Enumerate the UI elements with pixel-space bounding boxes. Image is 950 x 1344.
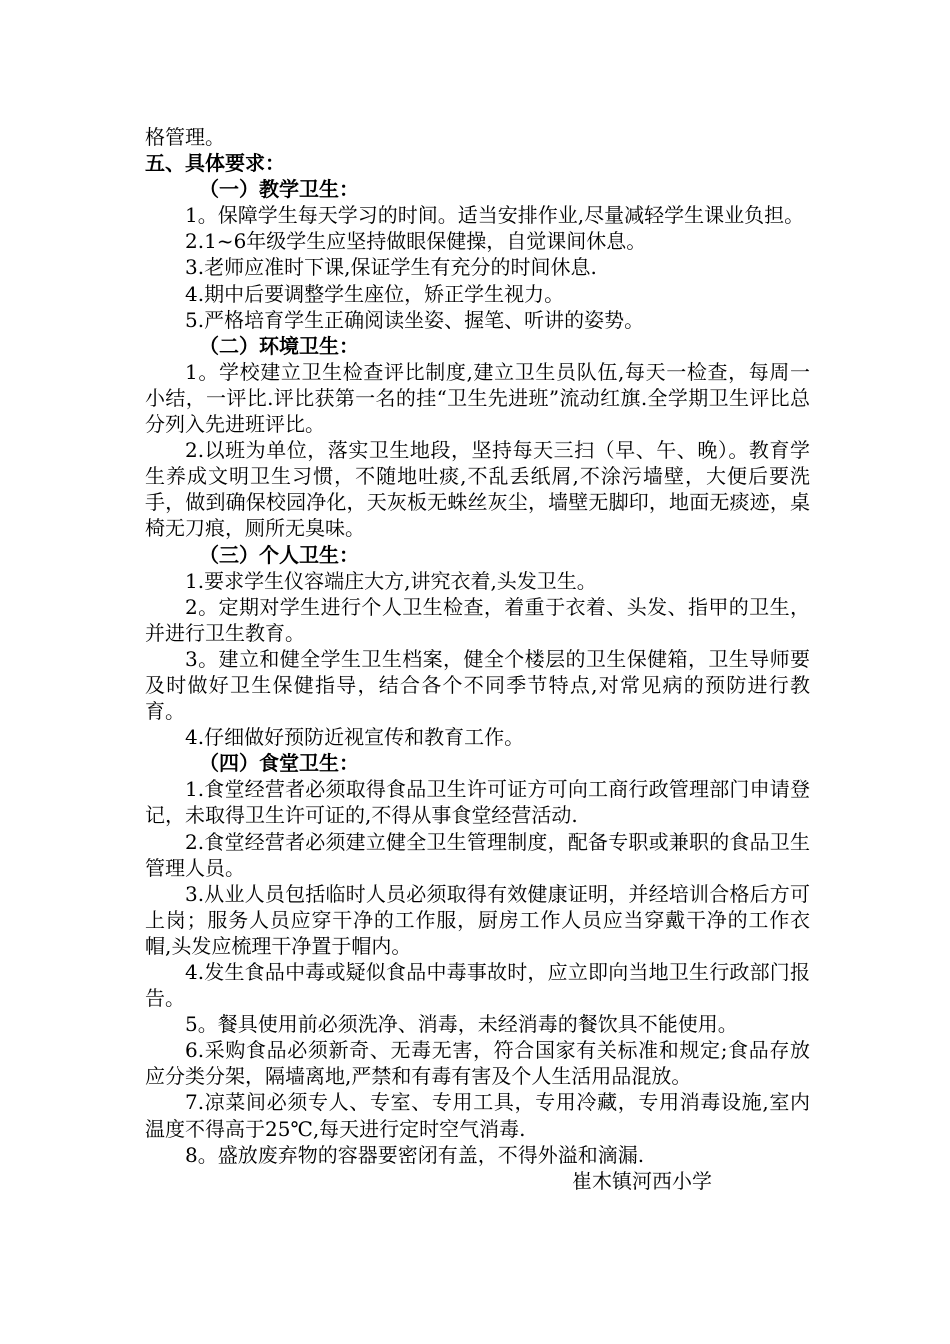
list-item: 3。建立和健全学生卫生档案，健全个楼层的卫生保健箱，卫生导师要及时做好卫生保健指导，结合各个不同季节特点,对常见病的预防进行教育。 [145,646,810,724]
list-item: 5。餐具使用前必须洗净、消毒，未经消毒的餐饮具不能使用。 [185,1012,738,1037]
list-item: 1。学校建立卫生检查评比制度,建立卫生员队伍,每天一检查，每周一小结，一评比.评比获第一名的挂“卫生先进班”流动红旗.全学期卫生评比总分列入先进班评比。 [145,359,810,437]
section-heading-personal: （三）个人卫生： [199,542,359,567]
list-item: 1。保障学生每天学习的时间。适当安排作业,尽量减轻学生课业负担。 [185,203,805,228]
list-item: 1.要求学生仪容端庄大方,讲究衣着,头发卫生。 [185,568,597,593]
list-item: 8。盛放废弃物的容器要密闭有盖，不得外溢和滴漏. [185,1142,645,1167]
list-item: 4.仔细做好预防近视宣传和教育工作。 [185,725,525,750]
list-item: 3.老师应准时下课,保证学生有充分的时间休息. [185,255,597,280]
list-item: 1.食堂经营者必须取得食品卫生许可证方可向工商行政管理部门申请登记，未取得卫生许可证的,不得从事食堂经营活动. [145,777,810,828]
list-item: 7.凉菜间必须专人、专室、专用工具，专用冷藏，专用消毒设施,室内温度不得高于25℃,每天进行定时空气消毒. [145,1090,810,1141]
list-item: 2.食堂经营者必须建立健全卫生管理制度，配备专职或兼职的食品卫生管理人员。 [145,829,810,880]
list-item: 5.严格培育学生正确阅读坐姿、握笔、听讲的姿势。 [185,307,645,332]
document-body [145,124,810,1194]
lead-paragraph: 格管理。 [145,125,225,149]
list-item: 2.以班为单位，落实卫生地段，坚持每天三扫（早、午、晚）。教育学生养成文明卫生习惯，不随地吐痰,不乱丢纸屑,不涂污墙壁，大便后要洗手，做到确保校园净化，天灰板无蛛丝灰尘，墙壁无脚印，地面无痰迹，桌椅无刀痕，厕所无臭味。 [145,438,810,541]
list-item: 2.1~6年级学生应坚持做眼保健操，自觉课间休息。 [185,229,647,254]
list-item: 4.期中后要调整学生座位，矫正学生视力。 [185,281,565,306]
section-heading-teaching: （一）教学卫生： [199,177,359,202]
list-item: 6.采购食品必须新奇、无毒无害，符合国家有关标准和规定;食品存放应分类分架，隔墙离地,严禁和有毒有害及个人生活用品混放。 [145,1038,810,1089]
list-item: 4.发生食品中毒或疑似食品中毒事故时，应立即向当地卫生行政部门报告。 [145,960,810,1011]
main-heading: 五、具体要求： [145,151,285,176]
school-signature: 崔木镇河西小学 [572,1168,712,1193]
section-heading-canteen: （四）食堂卫生： [199,751,359,776]
list-item: 2。定期对学生进行个人卫生检查，着重于衣着、头发、指甲的卫生，并进行卫生教育。 [145,594,810,645]
list-item: 3.从业人员包括临时人员必须取得有效健康证明，并经培训合格后方可上岗；服务人员应穿干净的工作服，厨房工作人员应当穿戴干净的工作衣帽,头发应梳理干净置于帽内。 [145,881,810,958]
section-heading-environment: （二）环境卫生： [199,333,359,358]
